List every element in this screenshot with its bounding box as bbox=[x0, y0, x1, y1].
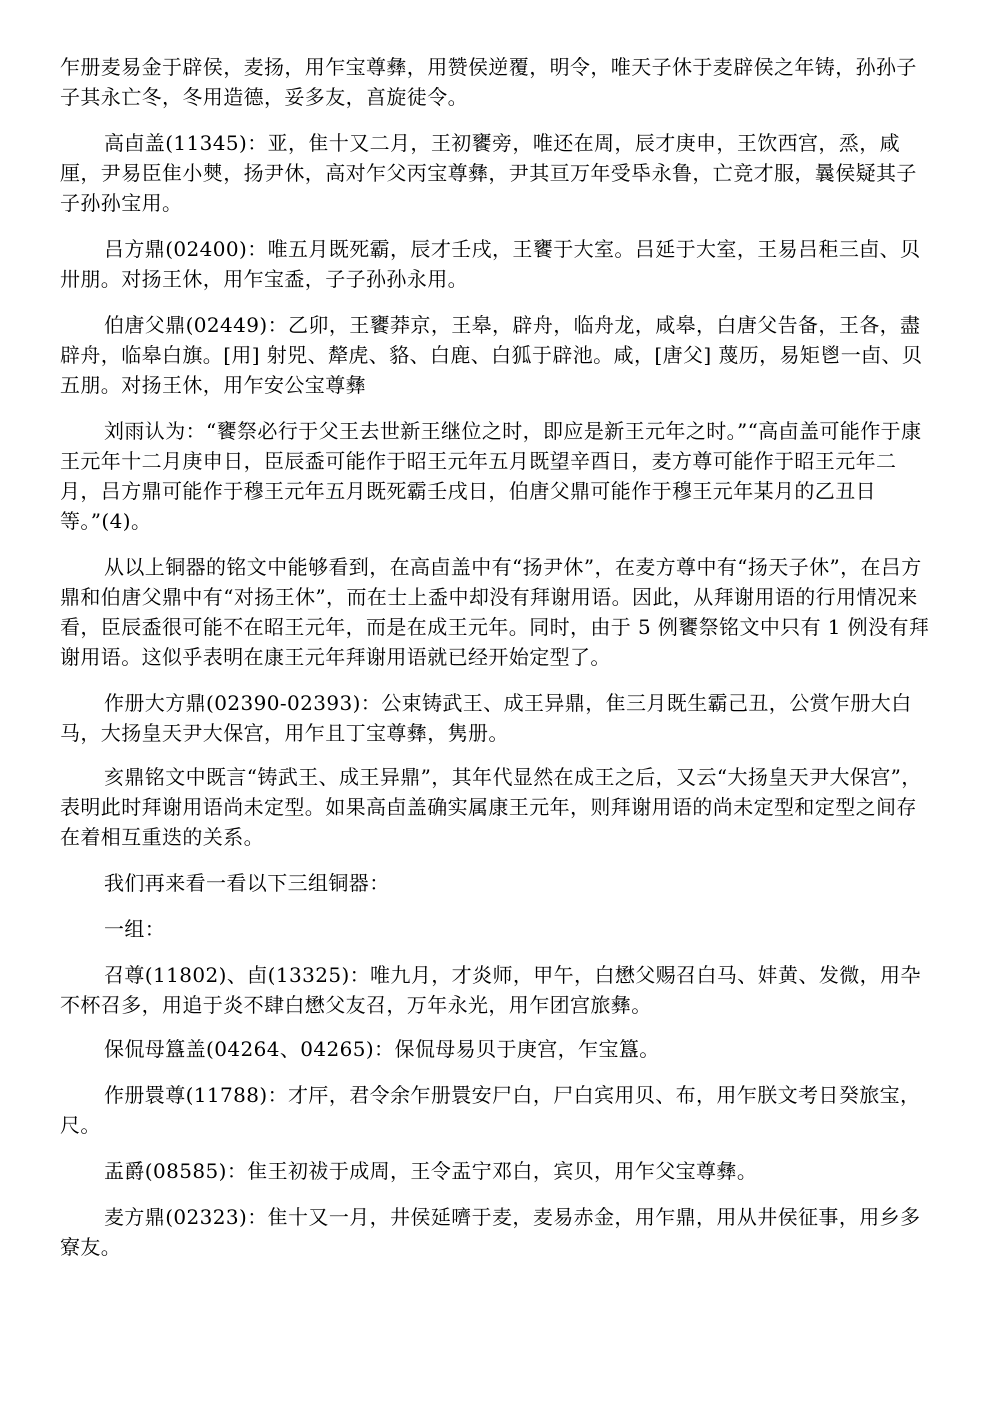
paragraph-gao-you-gai: 高卣盖(11345)：亚，隹十又二月，王初饔旁，唯还在周，辰才庚申，王饮西宫，烝，咸厘，尹易臣隹小僰，扬尹休，高对乍父丙宝尊彝，尹其亘万年受氒永鲁，亡竞才服，曩侯疑其子子孙孙宝用。 bbox=[60, 131, 917, 215]
paragraph-liu-yu-quote: 刘雨认为：“饔祭必行于父王去世新王继位之时，即应是新王元年之时。”“高卣盖可能作于康王元年十二月庚申日，臣辰盉可能作于昭王元年五月既望辛酉日，麦方尊可能作于昭王元年二月，吕方鼎可能作于穆王元年五月既死霸壬戌日，伯唐父鼎可能作于穆王元年某月的乙丑日等。”(4)。 bbox=[60, 419, 922, 533]
paragraph-bo-tang-fu-ding: 伯唐父鼎(02449)：乙卯，王饔莽京，王皋，辟舟，临舟龙，咸皋，白唐父告备，王各，盡辟舟，临皋白旗。[用] 射兕、犛虎、貉、白鹿、白狐于辟池。咸，[唐父] 蔑历，易矩鬯一卣、贝五朋。对扬王休，用乍安公宝尊彝 bbox=[60, 313, 923, 397]
paragraph-zuo-ce-da-fang-ding: 作册大方鼎(02390-02393)：公束铸武王、成王异鼎，隹三月既生霸己丑，公赏乍册大白马，大扬皇天尹大保宫，用乍且丁宝尊彝，隽册。 bbox=[60, 691, 912, 745]
paragraph-lv-fang-ding: 吕方鼎(02400)：唯五月既死霸，辰才壬戌，王饔于大室。吕延于大室，王易吕秬三卣、贝卅朋。对扬王休，用乍宝盉，子子孙孙永用。 bbox=[60, 237, 921, 291]
paragraph-yu-jue: 盂爵(08585)：隹王初祓于成周，王令盂宁邓白，宾贝，用乍父宝尊彝。 bbox=[104, 1159, 758, 1183]
document-page bbox=[60, 52, 936, 1278]
paragraph-zuo-ce-huan-zun: 作册睘尊(11788)：才厈，君令余乍册睘安尸白，尸白宾用贝、布，用乍朕文考日癸旅宝，尺。 bbox=[60, 1083, 921, 1137]
paragraph-zhao-zun: 召尊(11802)、卣(13325)：唯九月，才炎师，甲午，白懋父赐召白马、妦黄、发微，用卆不杯召多，用追于炎不肆白懋父友召，万年永光，用乍团宫旅彝。 bbox=[60, 963, 921, 1017]
paragraph-analysis: 从以上铜器的铭文中能够看到，在高卣盖中有“扬尹休”，在麦方尊中有“扬天子休”，在吕方鼎和伯唐父鼎中有“对扬王休”，而在士上盉中却没有拜谢用语。因此，从拜谢用语的行用情况来看，臣辰盉很可能不在昭王元年，而是在成王元年。同时，由于 5 例饔祭铭文中只有 1 例没有拜谢用语。这似乎表明在康王元年拜谢用语就已经开始定型了。 bbox=[60, 555, 930, 669]
paragraph-group-one-heading: 一组： bbox=[104, 917, 166, 941]
paragraph-hai-ding: 亥鼎铭文中既言“铸武王、成王异鼎”，其年代显然在成王之后，又云“大扬皇天尹大保宫”，表明此时拜谢用语尚未定型。如果高卣盖确实属康王元年，则拜谢用语的尚未定型和定型之间存在着相互重迭的关系。 bbox=[60, 765, 922, 849]
paragraph-continuation: 乍册麦易金于辟侯，麦扬，用乍宝尊彝，用赞侯逆覆，明令，唯天子休于麦辟侯之年铸，孙孙子子其永亡冬，冬用造德，妥多友，亯旋徒令。 bbox=[60, 55, 917, 109]
paragraph-three-groups-intro: 我们再来看一看以下三组铜器： bbox=[104, 871, 390, 895]
paragraph-bao-kan-mu-gui: 保侃母簋盖(04264、04265)：保侃母易贝于庚宫，乍宝簋。 bbox=[104, 1037, 660, 1061]
paragraph-mai-fang-ding: 麦方鼎(02323)：隹十又一月，井侯延嚌于麦，麦易赤金，用乍鼎，用从井侯征事，用乡多寮友。 bbox=[60, 1205, 921, 1259]
